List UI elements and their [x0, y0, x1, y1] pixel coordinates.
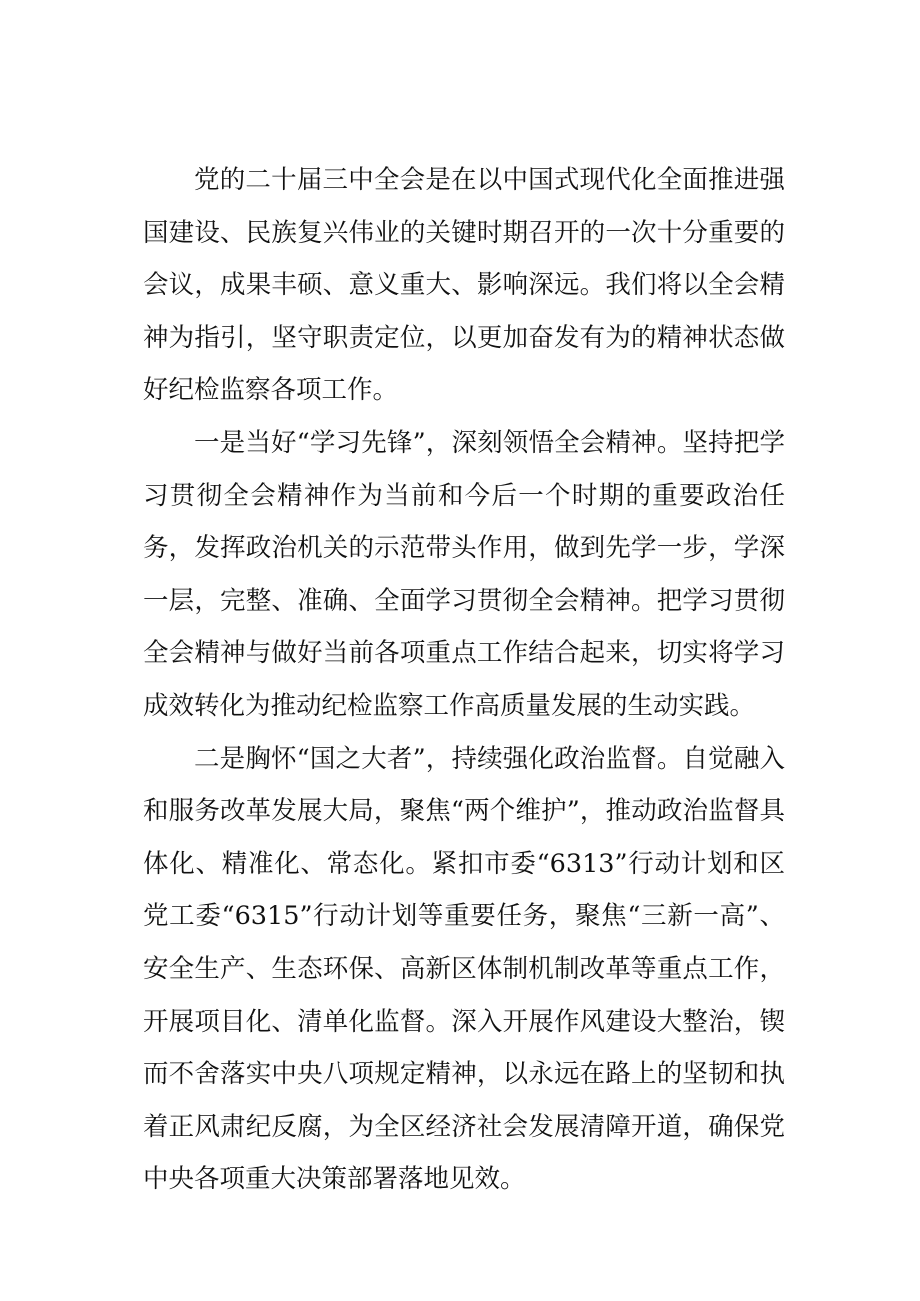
paragraph-political-supervision: 二是胸怀“国之大者”，持续强化政治监督。自觉融入和服务改革发展大局，聚焦“两个维护”，推动政治监督具体化、精准化、常态化。紧扣市委“6313”行动计划和区党工委“6315”行动计划等重要任务，聚焦“三新一高”、安全生产、生态环保、高新区体制机制改革等重点工作，开展项目化、清单化监督。深入开展作风建设大整治，锲而不舍落实中央八项规定精神，以永远在路上的坚韧和执着正风肃纪反腐，为全区经济社会发展清障开道，确保党中央各项重大决策部署落地见效。	[143, 743, 785, 1195]
document-body	[143, 154, 785, 1206]
paragraph-intro: 党的二十届三中全会是在以中国式现代化全面推进强国建设、民族复兴伟业的关键时期召开的一次十分重要的会议，成果丰硕、意义重大、影响深远。我们将以全会精神为指引，坚守职责定位，以更加奋发有为的精神状态做好纪检监察各项工作。	[143, 165, 785, 406]
paragraph-study-pioneer: 一是当好“学习先锋”，深刻领悟全会精神。坚持把学习贯彻全会精神作为当前和今后一个时期的重要政治任务，发挥政治机关的示范带头作用，做到先学一步，学深一层，完整、准确、全面学习贯彻全会精神。把学习贯彻全会精神与做好当前各项重点工作结合起来，切实将学习成效转化为推动纪检监察工作高质量发展的生动实践。	[143, 427, 785, 721]
